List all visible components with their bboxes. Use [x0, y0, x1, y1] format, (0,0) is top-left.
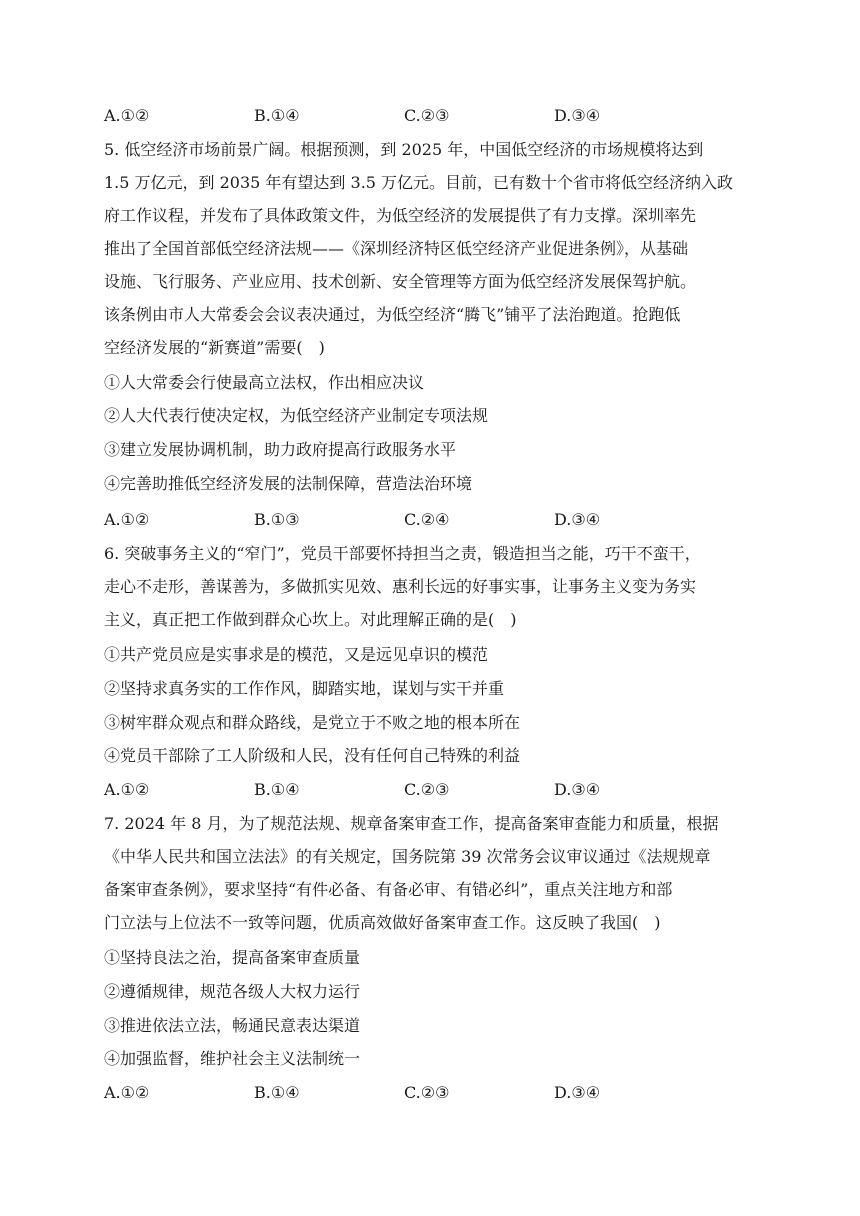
- q6-option-b[interactable]: B.①④: [254, 780, 300, 799]
- q4-option-a[interactable]: A.①②: [104, 106, 150, 125]
- q7-choice-3: ③推进依法立法，畅通民意表达渠道: [104, 1016, 361, 1035]
- q7-stem-line: 备案审查条例》，要求坚持“有件必备、有备必审、有错必纠”，重点关注地方和部: [104, 880, 673, 899]
- q6-stem-line: 6. 突破事务主义的“窄门”，党员干部要怀持担当之责，锻造担当之能，巧干不蛮干，: [104, 544, 701, 563]
- q5-stem-line: 推出了全国首部低空经济法规——《深圳经济特区低空经济产业促进条例》，从基础: [104, 239, 689, 258]
- q7-choice-2: ②遵循规律，规范各级人大权力运行: [104, 982, 361, 1001]
- q5-option-d[interactable]: D.③④: [554, 510, 601, 529]
- q5-choice-2: ②人大代表行使决定权，为低空经济产业制定专项法规: [104, 406, 489, 425]
- q5-stem-line: 1.5 万亿元，到 2035 年有望达到 3.5 万亿元。目前，已有数十个省市将低空经济纳入政: [104, 173, 734, 192]
- q7-stem-line: 《中华人民共和国立法法》的有关规定，国务院第 39 次常务会议审议通过《法规规章: [104, 847, 711, 866]
- q5-stem-line: 5. 低空经济市场前景广阔。根据预测，到 2025 年，中国低空经济的市场规模将达到: [104, 140, 704, 159]
- q6-choice-3: ③树牢群众观点和群众路线，是党立于不败之地的根本所在: [104, 713, 521, 732]
- q4-option-c[interactable]: C.②③: [404, 106, 450, 125]
- q5-option-c[interactable]: C.②④: [404, 510, 450, 529]
- q4-option-d[interactable]: D.③④: [554, 106, 601, 125]
- q6-option-d[interactable]: D.③④: [554, 780, 601, 799]
- q5-stem-line: 该条例由市人大常委会会议表决通过，为低空经济“腾飞”铺平了法治跑道。抢跑低: [104, 305, 681, 324]
- q6-choice-4: ④党员干部除了工人阶级和人民，没有任何自己特殊的利益: [104, 746, 521, 765]
- q6-choice-1: ①共产党员应是实事求是的模范，又是远见卓识的模范: [104, 645, 489, 664]
- q6-option-a[interactable]: A.①②: [104, 780, 150, 799]
- q6-stem-line: 走心不走形，善谋善为，多做抓实见效、惠利长远的好事实事，让事务主义变为务实: [104, 577, 697, 596]
- q5-option-a[interactable]: A.①②: [104, 510, 150, 529]
- q7-option-d[interactable]: D.③④: [554, 1083, 601, 1102]
- q7-choice-4: ④加强监督，维护社会主义法制统一: [104, 1049, 361, 1068]
- q6-option-c[interactable]: C.②③: [404, 780, 450, 799]
- q7-option-c[interactable]: C.②③: [404, 1083, 450, 1102]
- q7-option-a[interactable]: A.①②: [104, 1083, 150, 1102]
- q5-stem-line: 府工作议程，并发布了具体政策文件，为低空经济的发展提供了有力支撑。深圳率先: [104, 206, 697, 225]
- q5-choice-4: ④完善助推低空经济发展的法制保障，营造法治环境: [104, 474, 473, 493]
- q4-option-b[interactable]: B.①④: [254, 106, 300, 125]
- q5-choice-1: ①人大常委会行使最高立法权，作出相应决议: [104, 373, 425, 392]
- q7-choice-1: ①坚持良法之治，提高备案审查质量: [104, 948, 361, 967]
- q5-stem-line: 设施、飞行服务、产业应用、技术创新、安全管理等方面为低空经济发展保驾护航。: [104, 272, 697, 291]
- q6-choice-2: ②坚持求真务实的工作作风，脚踏实地，谋划与实干并重: [104, 679, 505, 698]
- q5-stem-line: 空经济发展的“新赛道”需要( ): [104, 338, 325, 357]
- q6-stem-line: 主义，真正把工作做到群众心坎上。对此理解正确的是( ): [104, 610, 517, 629]
- q7-option-b[interactable]: B.①④: [254, 1083, 300, 1102]
- q5-choice-3: ③建立发展协调机制，助力政府提高行政服务水平: [104, 440, 457, 459]
- q5-option-b[interactable]: B.①③: [254, 510, 300, 529]
- q7-stem-line: 门立法与上位法不一致等问题，优质高效做好备案审查工作。这反映了我国( ): [104, 913, 661, 932]
- q7-stem-line: 7. 2024 年 8 月，为了规范法规、规章备案审查工作，提高备案审查能力和质量，根据: [104, 814, 719, 833]
